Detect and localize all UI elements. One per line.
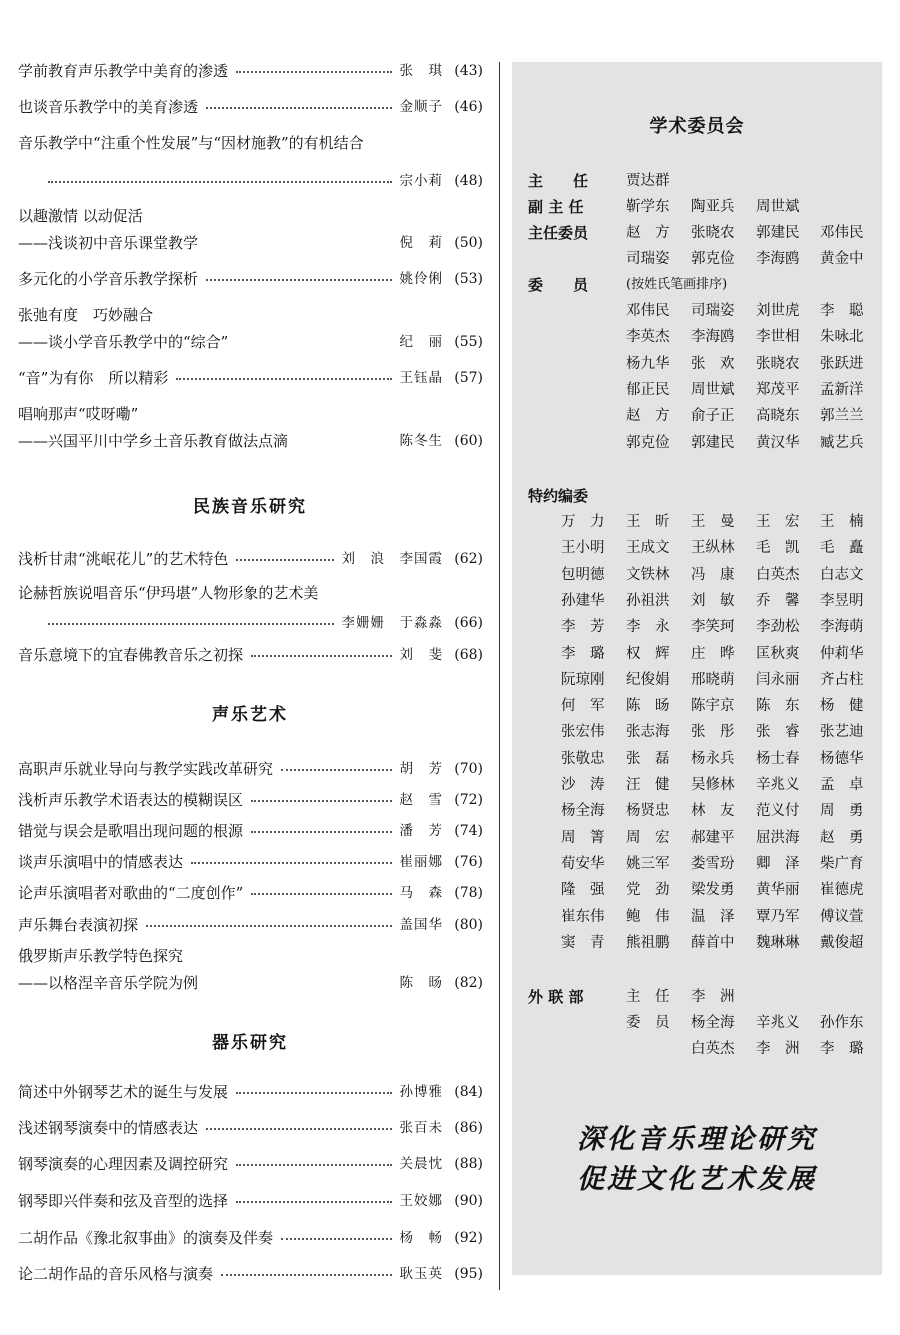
committee-name: 杨永兵: [691, 750, 735, 767]
committee-name: 张晓农: [691, 225, 735, 241]
label-liaison: 外 联 部: [528, 988, 584, 1006]
committee-name: 辛兆义: [756, 1015, 800, 1031]
committee-name: 邓伟民: [626, 303, 670, 319]
toc-entry-page: (68): [454, 647, 483, 663]
toc-entry-title: 论二胡作品的音乐风格与演奏: [18, 1265, 214, 1283]
slogan: [512, 1120, 882, 1200]
committee-name: 李 聪: [820, 303, 864, 319]
toc-leader-dots: [236, 1092, 391, 1094]
committee-name: 隆 强: [561, 882, 605, 899]
toc-entry[interactable]: [18, 367, 483, 389]
committee-name: 赵 方: [626, 408, 670, 425]
toc-entry[interactable]: [18, 882, 483, 904]
toc-entry-title: 论赫哲族说唱音乐“伊玛堪”人物形象的艺术美: [18, 584, 319, 602]
toc-entry-page: (50): [454, 235, 483, 251]
toc-entry-title: 浅析甘肃“洮岷花儿”的艺术特色: [18, 550, 229, 568]
committee-name: 仲莉华: [820, 645, 864, 662]
committee-name: 黄华丽: [756, 882, 800, 899]
toc-entry[interactable]: [18, 1081, 483, 1103]
committee-name: 周世斌: [691, 381, 735, 398]
toc-entry-title: 多元化的小学音乐教学探析: [18, 270, 199, 288]
committee-name: 傅议萱: [820, 908, 864, 925]
toc-entry[interactable]: [18, 1263, 483, 1285]
toc-entry-subtitle: ——兴国平川中学乡土音乐教育做法点滴: [18, 432, 289, 450]
toc-entry-subtitle-line: [18, 331, 483, 353]
toc-entry[interactable]: [18, 205, 483, 227]
toc-entry-page: (95): [454, 1266, 483, 1282]
section-heading: 声乐艺术: [212, 705, 288, 725]
committee-name: 张 彤: [691, 724, 735, 741]
toc-entry-author: 宗小莉: [399, 173, 443, 189]
toc-leader-dots: [236, 71, 391, 73]
toc-entry-author: 王钰晶: [399, 370, 443, 386]
toc-leader-dots: [251, 893, 391, 895]
committee-name: 王 宏: [756, 514, 800, 530]
toc-entry-page: (62): [454, 551, 483, 567]
committee-name: 李 芳: [561, 619, 605, 636]
toc-entry-subtitle: ——浅谈初中音乐课堂教学: [18, 234, 199, 252]
toc-entry-author: 盖国华: [399, 917, 443, 933]
slogan-line-1: 深化音乐理论研究: [577, 1124, 817, 1155]
committee-name: 魏琳琳: [756, 934, 800, 951]
committee-name: 司瑞姿: [626, 251, 670, 267]
committee-name: 周 勇: [820, 803, 864, 820]
committee-name: 陈宇京: [691, 698, 735, 715]
committee-name: 娄雪玢: [691, 855, 735, 872]
committee-name: 李海鸥: [756, 251, 800, 267]
committee-name: 何 军: [561, 698, 605, 715]
committee-name: 温 泽: [691, 908, 735, 925]
committee-name: 张 欢: [691, 355, 735, 372]
toc-entry-title: 谈声乐演唱中的情感表达: [18, 853, 184, 871]
committee-name: 崔德虎: [820, 882, 864, 899]
toc-entry-title: 二胡作品《豫北叙事曲》的演奏及伴奏: [18, 1229, 274, 1247]
toc-leader-dots: [281, 769, 391, 771]
toc-entry-title: 俄罗斯声乐教学特色探究: [18, 947, 184, 965]
toc-entry-page: (66): [454, 615, 483, 631]
committee-name: 周 宏: [626, 829, 670, 846]
committee-name: 文铁林: [626, 566, 670, 583]
liaison-director-role: 主 任: [626, 989, 670, 1005]
committee-name: 李昱明: [820, 592, 864, 609]
toc-leader-dots: [146, 925, 391, 927]
committee-name: 窦 青: [561, 934, 605, 951]
toc-entry[interactable]: [18, 1153, 483, 1175]
toc-leader-dots: [176, 378, 391, 380]
committee-name: 李世相: [756, 329, 800, 346]
committee-name: 张敬忠: [561, 750, 605, 767]
committee-name: 王 楠: [820, 514, 864, 530]
toc-entry-title: 钢琴演奏的心理因素及调控研究: [18, 1155, 229, 1173]
committee-title: 学术委员会: [649, 116, 745, 137]
toc-entry[interactable]: [18, 96, 483, 118]
committee-name: 李 洲: [756, 1041, 800, 1057]
committee-name: 王成文: [626, 540, 670, 557]
toc-entry[interactable]: [18, 945, 483, 967]
committee-name: 郭建民: [756, 225, 800, 241]
label-director: 主 任: [528, 172, 589, 190]
committee-name: 范义付: [756, 803, 800, 820]
label-vice-director: 副 主 任: [528, 198, 584, 216]
toc-entry[interactable]: [18, 1227, 483, 1249]
committee-name: 黄金中: [820, 251, 864, 267]
committee-name: 郝建平: [691, 829, 735, 846]
toc-entry-title: 学前教育声乐教学中美育的渗透: [18, 62, 229, 80]
committee-name: 周 箐: [561, 829, 605, 846]
committee-name: 孙建华: [561, 592, 605, 609]
toc-entry-page: (92): [454, 1230, 483, 1246]
toc-entry[interactable]: [18, 1117, 483, 1139]
toc-entry[interactable]: [18, 851, 483, 873]
committee-name: 陈 旸: [626, 698, 670, 715]
committee-name: 王 昕: [626, 514, 670, 530]
label-director-members: 主任委员: [528, 224, 589, 242]
committee-name: 沙 涛: [561, 777, 605, 793]
toc-entry[interactable]: [18, 268, 483, 290]
toc-entry-page: (46): [454, 99, 483, 115]
toc-leader-dots: [251, 655, 391, 657]
committee-name: 白英杰: [756, 566, 800, 583]
toc-leader-dots: [48, 181, 392, 183]
toc-entry-author: 张 琪: [399, 63, 443, 79]
toc-entry-author: 杨 畅: [399, 1230, 443, 1246]
committee-name: 孟 卓: [820, 777, 864, 793]
committee-name: 李 璐: [561, 645, 605, 662]
committee-name: 刘世虎: [756, 303, 800, 319]
toc-leader-dots: [236, 1164, 391, 1166]
committee-name: 杨全海: [561, 803, 605, 820]
toc-leader-dots: [251, 831, 391, 833]
toc-entry-page: (82): [454, 975, 483, 991]
toc-entry-title: 张弛有度 巧妙融合: [18, 306, 154, 324]
committee-name: 柴广育: [820, 855, 864, 872]
toc-entry-title: 声乐舞台表演初探: [18, 916, 139, 934]
toc-entry-continuation: [18, 170, 483, 192]
label-committee-members: 委 员: [528, 276, 589, 294]
committee-name: 林 友: [691, 803, 735, 820]
committee-name: 庄 晔: [691, 645, 735, 662]
toc-entry-author: 陈 旸: [399, 975, 443, 991]
committee-name: 陶亚兵: [691, 199, 735, 215]
toc-leader-dots: [281, 1238, 391, 1240]
toc-entry-author: 刘 浪 李国霞: [341, 551, 443, 567]
committee-name: 俞子正: [691, 408, 735, 425]
committee-name: 赵 勇: [820, 829, 864, 846]
committee-name: 陈 东: [756, 698, 800, 715]
committee-name: 戴俊超: [820, 934, 864, 951]
toc-entry-page: (74): [454, 823, 483, 839]
committee-name: 高晓东: [756, 408, 800, 425]
toc-entry-title: 唱响那声“哎呀嘞”: [18, 405, 139, 423]
committee-name: 阮琼刚: [561, 671, 605, 688]
toc-entry-title: 简述中外钢琴艺术的诞生与发展: [18, 1083, 229, 1101]
label-special-editors: 特约编委: [528, 487, 589, 505]
toc-leader-dots: [236, 1201, 391, 1203]
toc-entry[interactable]: [18, 304, 483, 326]
committee-name: 纪俊娟: [626, 671, 670, 688]
committee-name: 崔东伟: [561, 908, 605, 925]
toc-entry[interactable]: [18, 820, 483, 842]
toc-entry-author: 马 森: [399, 885, 443, 901]
committee-name: 郑茂平: [756, 381, 800, 398]
toc-entry-title: 错觉与误会是歌唱出现问题的根源: [18, 822, 244, 840]
committee-name: 张艺迪: [820, 724, 864, 741]
toc-entry-title: 钢琴即兴伴奏和弦及音型的选择: [18, 1192, 229, 1210]
toc-entry-author: 赵 雪: [399, 792, 443, 808]
committee-name: 邢晓萌: [691, 671, 735, 688]
committee-name: 王小明: [561, 540, 605, 557]
committee-name: 孙作东: [820, 1015, 864, 1031]
committee-name: 吴修林: [691, 777, 735, 793]
committee-name: 辛兆义: [756, 777, 800, 793]
committee-name: 梁发勇: [691, 882, 735, 899]
committee-name: 郭兰兰: [820, 408, 864, 425]
committee-panel: [512, 62, 882, 1275]
toc-leader-dots: [48, 623, 334, 625]
toc-entry-page: (48): [454, 173, 483, 189]
committee-name: 杨九华: [626, 355, 670, 372]
toc-entry-page: (78): [454, 885, 483, 901]
committee-name: 靳学东: [626, 199, 670, 215]
toc-entry[interactable]: [18, 644, 483, 666]
toc-entry-page: (84): [454, 1084, 483, 1100]
toc-entry-title: 浅述钢琴演奏中的情感表达: [18, 1119, 199, 1137]
toc-entry-subtitle: ——谈小学音乐教学中的“综合”: [18, 333, 229, 351]
committee-name: 覃乃军: [756, 908, 800, 925]
committee-name: 闫永丽: [756, 671, 800, 688]
toc-entry-title: “音”为有你 所以精彩: [18, 369, 169, 387]
column-divider: [499, 62, 500, 1290]
committee-name: 李海鸥: [691, 329, 735, 346]
toc-leader-dots: [206, 279, 391, 281]
committee-name: 周世斌: [756, 199, 800, 215]
committee-name: 李笑珂: [691, 619, 735, 636]
committee-name: 朱咏北: [820, 329, 864, 346]
committee-name: 冯 康: [691, 566, 735, 583]
toc-entry-author: 胡 芳: [399, 761, 443, 777]
toc-entry-author: 纪 丽: [399, 334, 443, 350]
toc-entry-title: 音乐教学中“注重个性发展”与“因材施教”的有机结合: [18, 134, 364, 152]
committee-name: 杨德华: [820, 750, 864, 767]
toc-entry-author: 关晨忱: [399, 1156, 443, 1172]
toc-entry-author: 潘 芳: [399, 823, 443, 839]
toc-entry-subtitle-line: [18, 430, 483, 452]
slogan-line-2: 促进文化艺术发展: [577, 1164, 817, 1195]
committee-name: 张 磊: [626, 750, 670, 767]
toc-entry-author: 姚伶俐: [399, 271, 443, 287]
section-heading: 民族音乐研究: [193, 497, 307, 517]
committee-name: 熊祖鹏: [626, 934, 670, 951]
section-heading: 器乐研究: [212, 1033, 288, 1053]
toc-entry-author: 崔丽娜: [399, 854, 443, 870]
committee-name: 刘 敏: [691, 592, 735, 609]
toc-entry-author: 刘 斐: [399, 647, 443, 663]
committee-name: 匡秋爽: [756, 645, 800, 662]
committee-name: 邓伟民: [820, 225, 864, 241]
toc-entry-author: 倪 莉: [399, 235, 443, 251]
committee-name: 万 力: [561, 514, 605, 530]
toc-entry-subtitle: ——以格涅辛音乐学院为例: [18, 974, 199, 992]
toc-entry[interactable]: [18, 758, 483, 780]
committee-name: 毛 矗: [820, 540, 864, 557]
toc-entry-author: 张百未: [399, 1120, 443, 1136]
committee-name: 郁正民: [626, 381, 670, 398]
liaison-members-role: 委 员: [626, 1015, 670, 1031]
toc-entry-title: 音乐意境下的宜春佛教音乐之初探: [18, 646, 244, 664]
committee-name: 鲍 伟: [626, 908, 670, 925]
committee-name: 党 劲: [626, 882, 670, 899]
toc-entry-page: (53): [454, 271, 483, 287]
toc-entry-title: 以趣激情 以动促活: [18, 207, 143, 225]
committee-name: 李 璐: [820, 1041, 864, 1057]
committee-name: 汪 健: [626, 777, 670, 793]
toc-entry[interactable]: [18, 789, 483, 811]
toc-entry[interactable]: [18, 914, 483, 936]
committee-name: 李 洲: [691, 989, 735, 1005]
committee-name: 郭克俭: [691, 251, 735, 267]
committee-name: 李劲松: [756, 619, 800, 636]
committee-note: (按姓氏笔画排序): [626, 277, 728, 292]
committee-name: 杨贤忠: [626, 803, 670, 820]
committee-name: 包明德: [561, 566, 605, 583]
toc-entry-page: (86): [454, 1120, 483, 1136]
committee-name: 权 辉: [626, 645, 670, 662]
committee-name: 孟新洋: [820, 381, 864, 398]
toc-entry-page: (60): [454, 433, 483, 449]
toc-entry-page: (76): [454, 854, 483, 870]
committee-name: 乔 馨: [756, 592, 800, 609]
committee-name: 赵 方: [626, 225, 670, 241]
committee-name: 张志海: [626, 724, 670, 741]
committee-name: 杨士春: [756, 750, 800, 767]
toc-leader-dots: [206, 1128, 391, 1130]
toc-entry-page: (55): [454, 334, 483, 350]
toc-entry-page: (43): [454, 63, 483, 79]
toc-entry-title: 也谈音乐教学中的美育渗透: [18, 98, 199, 116]
toc-entry-continuation: [18, 612, 483, 634]
committee-name: 张晓农: [756, 355, 800, 372]
toc-entry-author: 耿玉英: [399, 1266, 443, 1282]
committee-name: 王 曼: [691, 514, 735, 530]
committee-name: 毛 凯: [756, 540, 800, 557]
committee-name: 张宏伟: [561, 724, 605, 741]
toc-entry-title: 浅析声乐教学术语表达的模糊误区: [18, 791, 244, 809]
committee-name: 卿 泽: [756, 855, 800, 872]
committee-name: 张跃进: [820, 355, 864, 372]
committee-name: 薛首中: [691, 934, 735, 951]
toc-entry[interactable]: [18, 548, 483, 570]
toc-leader-dots: [206, 107, 391, 109]
committee-name: 姚三军: [626, 855, 670, 872]
committee-name: 王纵林: [691, 540, 735, 557]
toc-leader-dots: [236, 559, 333, 561]
toc-entry-page: (70): [454, 761, 483, 777]
toc-entry-page: (57): [454, 370, 483, 386]
committee-name: 齐占柱: [820, 671, 864, 688]
committee-name: 郭建民: [691, 434, 735, 451]
toc-entry[interactable]: [18, 582, 483, 604]
toc-leader-dots: [191, 862, 391, 864]
toc-entry-subtitle-line: [18, 232, 483, 254]
committee-name: 李 永: [626, 619, 670, 636]
toc-entry[interactable]: [18, 1190, 483, 1212]
toc-entry-page: (88): [454, 1156, 483, 1172]
committee-name: 孙祖洪: [626, 592, 670, 609]
committee-name: 郭克俭: [626, 434, 670, 451]
toc-entry-author: 陈冬生: [399, 433, 443, 449]
toc-entry[interactable]: [18, 403, 483, 425]
toc-leader-dots: [221, 1274, 391, 1276]
toc-entry-subtitle-line: [18, 972, 483, 994]
toc-entry-page: (90): [454, 1193, 483, 1209]
toc-entry-author: 孙博雅: [399, 1084, 443, 1100]
committee-name: 司瑞姿: [691, 303, 735, 319]
toc-entry[interactable]: [18, 132, 483, 154]
committee-name: 黄汉华: [756, 434, 800, 451]
committee-name: 贾达群: [626, 173, 670, 189]
committee-name: 臧艺兵: [820, 434, 864, 451]
committee-name: 白志文: [820, 566, 864, 583]
toc-entry-page: (80): [454, 917, 483, 933]
committee-name: 屈洪海: [756, 829, 800, 846]
toc-entry-author: 王姣娜: [399, 1193, 443, 1209]
toc-entry-title: 高职声乐就业导向与教学实践改革研究: [18, 760, 274, 778]
toc-entry-page: (72): [454, 792, 483, 808]
committee-name: 杨 健: [820, 698, 864, 715]
toc-entry[interactable]: [18, 60, 483, 82]
committee-name: 张 睿: [756, 724, 800, 741]
toc-entry-author: 金顺子: [399, 99, 443, 115]
committee-name: 李英杰: [626, 329, 670, 346]
committee-name: 白英杰: [691, 1041, 735, 1057]
toc-entry-author: 李姗姗 于淼淼: [341, 615, 443, 631]
toc-entry-title: 论声乐演唱者对歌曲的“二度创作”: [18, 884, 244, 902]
committee-name: 杨全海: [691, 1015, 735, 1031]
committee-name: 荀安华: [561, 855, 605, 872]
committee-name: 李海萌: [820, 619, 864, 636]
toc-leader-dots: [251, 800, 391, 802]
